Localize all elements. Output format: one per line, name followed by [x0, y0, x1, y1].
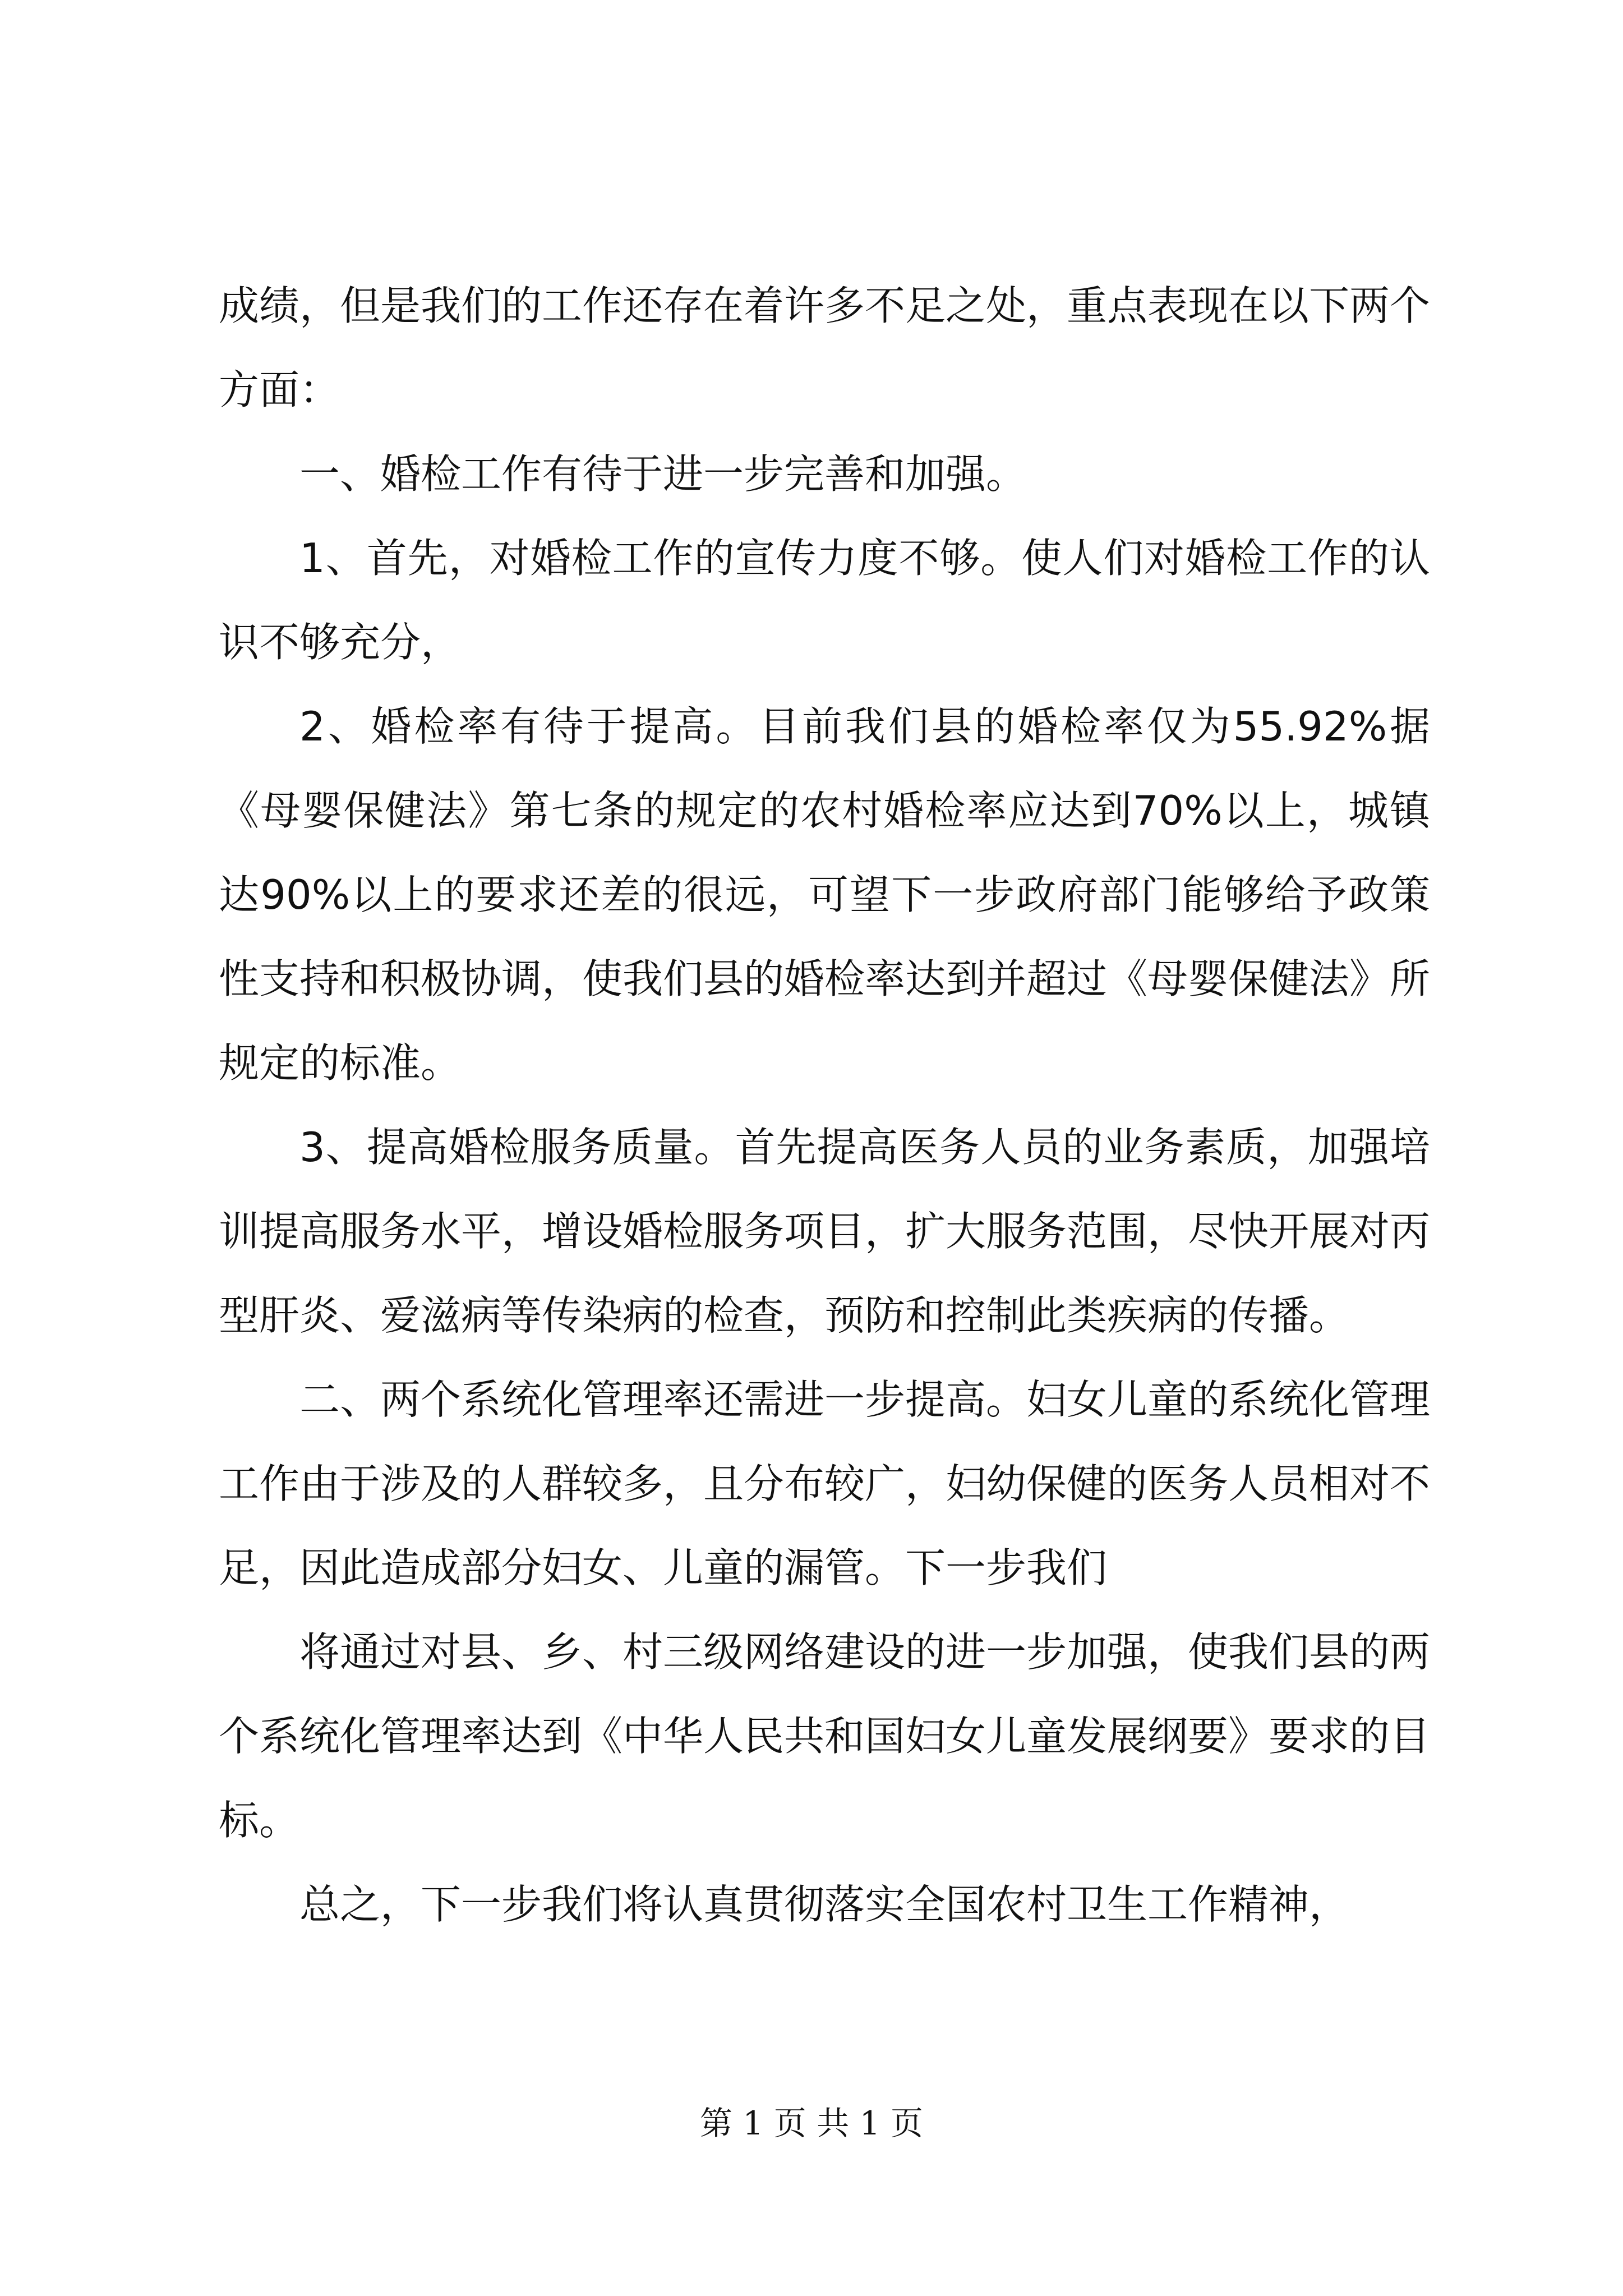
- page-footer: 第 1 页 共 1 页: [700, 2104, 923, 2142]
- section-heading-marriage-check: 一、婚检工作有待于进一步完善和加强。: [299, 450, 1027, 498]
- section-heading-systematic-management: 二、两个系统化管理率还需进一步提高。妇女儿童的系统化管理工作由于涉及的人群较多，且分布较广，妇幼保健的医务人员相对不足，因此造成部分妇女、儿童的漏管。下一步我们: [219, 1376, 1431, 1591]
- paragraph-point-1: 1、首先，对婚检工作的宣传力度不够。使人们对婚检工作的认识不够充分，: [219, 535, 1430, 666]
- paragraph-point-2: 2、婚检率有待于提高。目前我们县的婚检率仅为55.92%据《母婴保健法》第七条的规定的农村婚检率应达到70%以上，城镇达90%以上的要求还差的很远，可望下一步政府部门能够给予政策性支持和积极协调，使我们县的婚检率达到并超过《母婴保健法》所规定的标准。: [219, 703, 1431, 1087]
- paragraph-conclusion: 总之，下一步我们将认真贯彻落实全国农村卫生工作精神，: [299, 1881, 1350, 1928]
- paragraph-continuation: 成绩，但是我们的工作还存在着许多不足之处，重点表现在以下两个方面：: [219, 282, 1431, 413]
- paragraph-network-building: 将通过对县、乡、村三级网络建设的进一步加强，使我们县的两个系统化管理率达到《中华人民共和国妇女儿童发展纲要》要求的目标。: [219, 1628, 1431, 1844]
- document-body: [219, 264, 1430, 1947]
- paragraph-point-3: 3、提高婚检服务质量。首先提高医务人员的业务素质，加强培训提高服务水平，增设婚检服务项目，扩大服务范围，尽快开展对丙型肝炎、爱滋病等传染病的检查，预防和控制此类疾病的传播。: [219, 1124, 1431, 1339]
